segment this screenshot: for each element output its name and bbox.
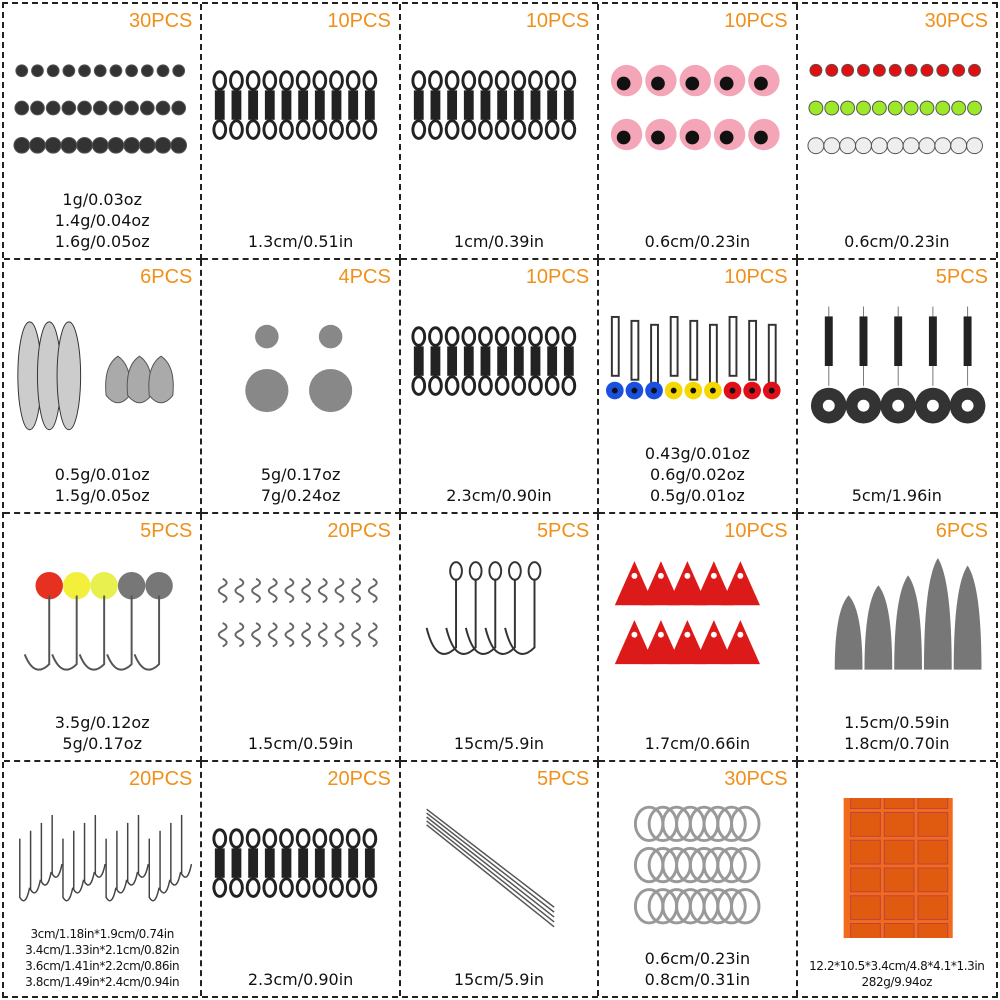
size-line: 0.6cm/0.23in	[644, 949, 751, 968]
piece-count: 10PCS	[525, 266, 590, 288]
size-spec	[798, 485, 996, 506]
size-spec	[401, 231, 597, 252]
size-line: 5g/0.17oz	[260, 465, 341, 484]
product-cell	[599, 762, 797, 996]
size-spec	[599, 231, 795, 252]
wire-leader-icon	[407, 798, 591, 938]
piece-count: 6PCS	[935, 520, 988, 542]
size-spec	[798, 231, 996, 252]
size-spec	[4, 464, 200, 506]
size-line: 3.6cm/1.41in*2.2cm/0.86in	[25, 959, 180, 973]
size-spec	[401, 733, 597, 754]
product-cell	[798, 762, 996, 996]
size-line: 1.7cm/0.66in	[644, 734, 751, 753]
product-cell	[4, 4, 202, 260]
size-line: 1cm/0.39in	[453, 232, 545, 251]
product-cell	[4, 260, 202, 514]
product-cell	[202, 762, 400, 996]
size-spec	[202, 464, 398, 506]
size-line: 5g/0.17oz	[62, 734, 142, 753]
ball-sinker-icon	[208, 296, 392, 436]
barrel-swivel-icon	[407, 40, 591, 180]
piece-count: 5PCS	[140, 520, 193, 542]
product-cell	[401, 762, 599, 996]
size-line: 12.2*10.5*3.4cm/4.8*4.1*1.3in	[809, 959, 985, 973]
size-line: 7g/0.24oz	[260, 486, 341, 505]
split-ring-icon	[605, 798, 789, 938]
size-spec	[798, 712, 996, 754]
size-line: 0.43g/0.01oz	[644, 444, 750, 463]
product-cell	[798, 260, 996, 514]
product-cell	[4, 762, 202, 996]
product-cell	[202, 4, 400, 260]
spring-lock-icon	[208, 550, 392, 690]
product-cell	[599, 4, 797, 260]
size-line: 2.3cm/0.90in	[446, 486, 552, 505]
size-line: 1.5cm/0.59in	[247, 734, 354, 753]
piece-count: 30PCS	[924, 10, 988, 32]
piece-count: 6PCS	[140, 266, 193, 288]
size-spec	[599, 948, 795, 990]
size-spec	[401, 485, 597, 506]
spinner-blade-icon	[10, 296, 194, 436]
product-grid	[2, 2, 998, 998]
size-line: 5cm/1.96in	[851, 486, 942, 505]
size-line: 1.8cm/0.70in	[844, 734, 950, 753]
size-line: 1.5cm/0.59in	[844, 713, 950, 732]
piece-count: 30PCS	[129, 10, 193, 32]
size-line: 15cm/5.9in	[453, 970, 545, 989]
snap-swivel-icon	[605, 296, 789, 436]
fish-eye-beads-icon	[605, 40, 789, 180]
product-cell	[798, 514, 996, 762]
piece-count: 20PCS	[129, 768, 193, 790]
piece-count: 5PCS	[935, 266, 988, 288]
size-line: 0.5g/0.01oz	[649, 486, 745, 505]
size-line: 0.8cm/0.31in	[644, 970, 751, 989]
size-line: 0.6cm/0.23in	[844, 232, 950, 251]
size-spec	[4, 712, 200, 754]
size-spec	[599, 733, 795, 754]
size-line: 1.4g/0.04oz	[54, 211, 150, 230]
size-line: 3cm/1.18in*1.9cm/0.74in	[30, 927, 174, 941]
size-line: 1.5g/0.05oz	[54, 486, 150, 505]
piece-count: 10PCS	[724, 520, 788, 542]
rolling-swivel-icon	[407, 296, 591, 436]
size-spec	[401, 969, 597, 990]
size-spec	[798, 958, 996, 990]
product-cell	[401, 514, 599, 762]
snap-swivel-icon	[208, 798, 392, 938]
product-cell	[401, 4, 599, 260]
product-cell	[4, 514, 202, 762]
product-cell	[202, 514, 400, 762]
size-spec	[4, 189, 200, 252]
product-cell	[202, 260, 400, 514]
lead-beads-icon	[10, 40, 194, 180]
red-flag-icon	[605, 550, 789, 690]
piece-count: 10PCS	[724, 266, 788, 288]
size-spec	[599, 443, 795, 506]
piece-count: 10PCS	[525, 10, 590, 32]
barrel-swivel-icon	[208, 40, 392, 180]
size-line: 3.5g/0.12oz	[54, 713, 150, 732]
size-line: 1.3cm/0.51in	[247, 232, 354, 251]
tackle-box-icon	[804, 798, 990, 938]
size-line: 15cm/5.9in	[453, 734, 545, 753]
jig-head-icon	[10, 550, 194, 690]
size-line: 282g/9.94oz	[861, 975, 933, 989]
product-cell	[401, 260, 599, 514]
product-cell	[599, 514, 797, 762]
size-spec	[202, 231, 398, 252]
size-spec	[4, 926, 200, 990]
piece-count: 20PCS	[327, 768, 391, 790]
piece-count: 10PCS	[327, 10, 391, 32]
piece-count: 30PCS	[724, 768, 788, 790]
piece-count: 10PCS	[724, 10, 788, 32]
float-stopper-icon	[804, 296, 990, 436]
piece-count: 5PCS	[536, 520, 590, 542]
treble-hook-icon	[407, 550, 591, 690]
size-line: 0.6cm/0.23in	[644, 232, 751, 251]
piece-count: 5PCS	[536, 768, 590, 790]
product-cell	[798, 4, 996, 260]
product-cell	[599, 260, 797, 514]
size-line: 3.8cm/1.49in*2.4cm/0.94in	[25, 975, 180, 989]
piece-count: 4PCS	[338, 266, 391, 288]
plastic-beads-icon	[804, 40, 990, 180]
size-line: 3.4cm/1.33in*2.1cm/0.82in	[25, 943, 180, 957]
piece-count: 20PCS	[327, 520, 391, 542]
size-spec	[202, 969, 398, 990]
size-line: 2.3cm/0.90in	[247, 970, 354, 989]
bullet-weight-icon	[804, 550, 990, 690]
size-line: 0.6g/0.02oz	[649, 465, 745, 484]
offset-hook-icon	[10, 798, 194, 938]
size-line: 0.5g/0.01oz	[54, 465, 150, 484]
size-spec	[202, 733, 398, 754]
size-line: 1.6g/0.05oz	[54, 232, 150, 251]
size-line: 1g/0.03oz	[62, 190, 142, 209]
